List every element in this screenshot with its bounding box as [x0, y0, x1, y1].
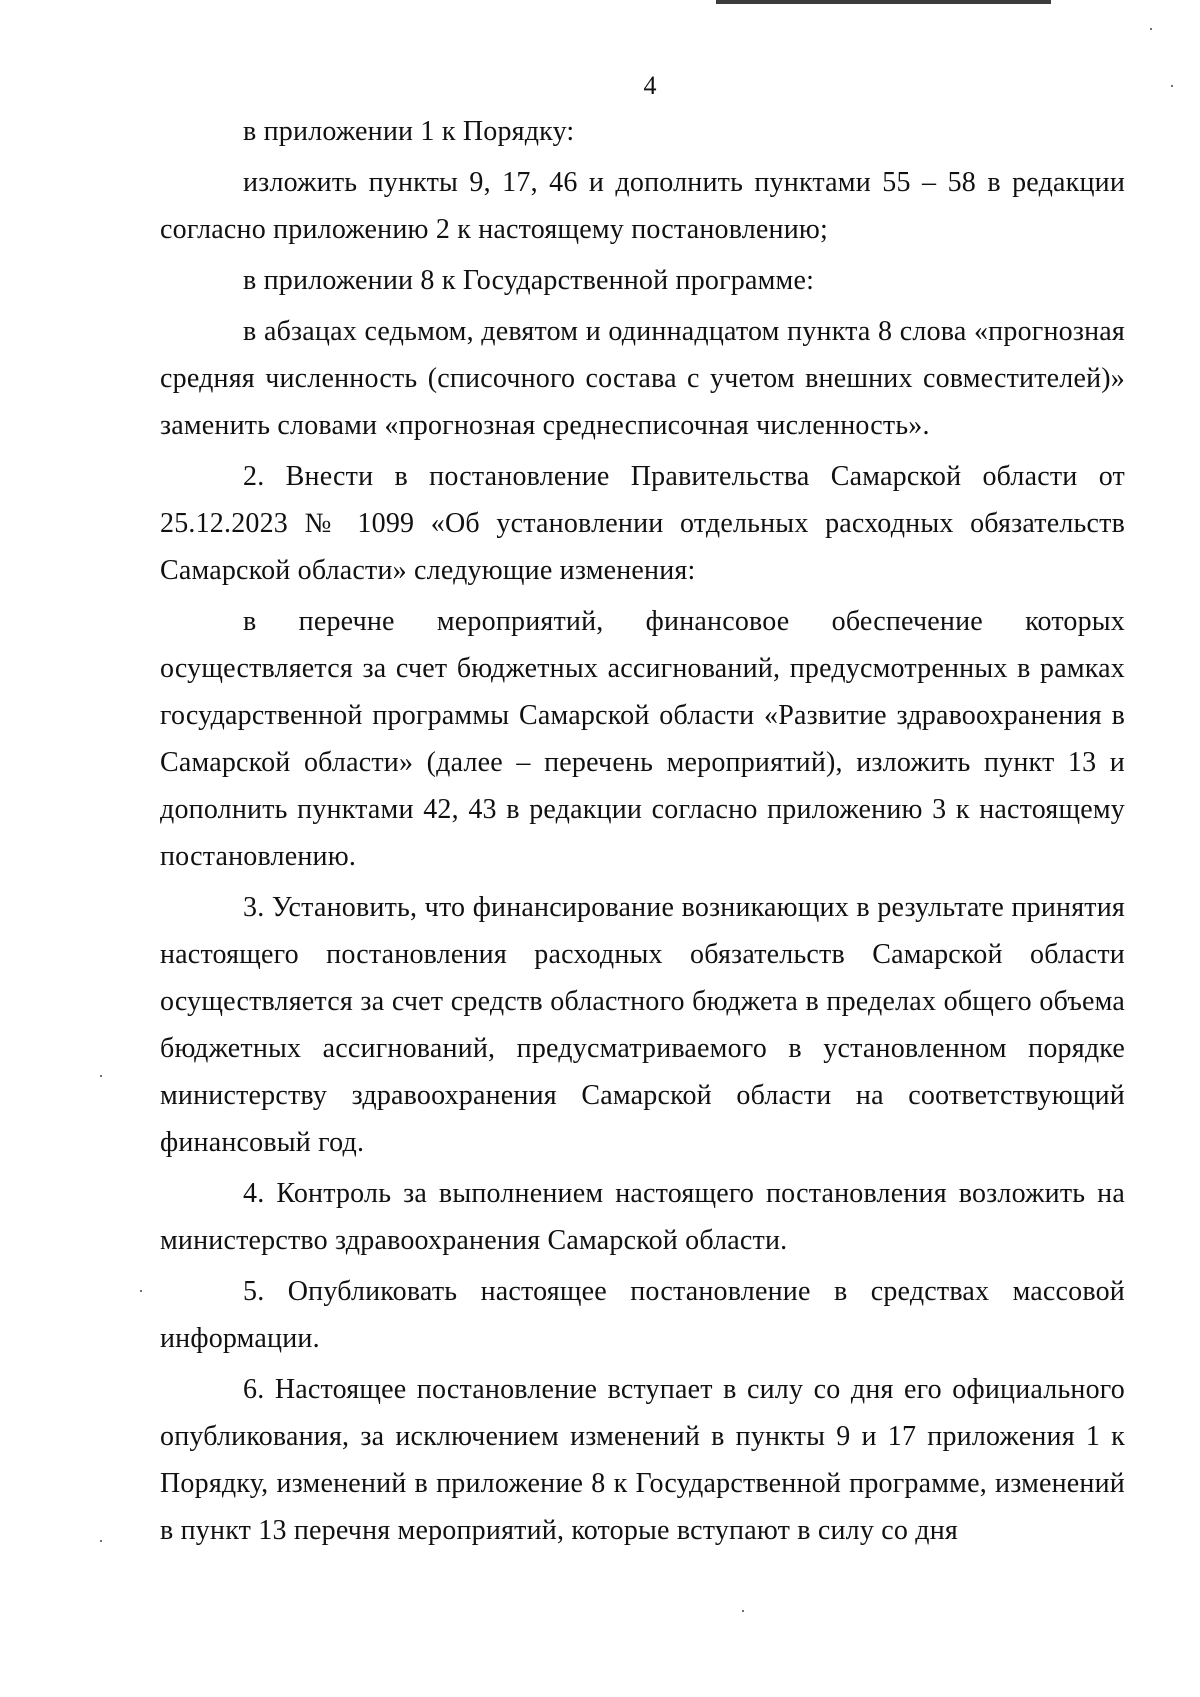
- scan-edge-line: [716, 0, 1051, 4]
- scan-speck: [742, 1610, 744, 1612]
- paragraph-appendix-1: в приложении 1 к Порядку:: [243, 116, 575, 147]
- scan-speck: [140, 1290, 142, 1292]
- paragraph-appendix-8: в приложении 8 к Государственной программе:: [243, 265, 815, 296]
- paragraph-replace-words: в абзацах седьмом, девятом и одиннадцатом пункта 8 слова «прогнозная средняя численность (списочного состава с учетом внешних совместителей)» заменить словами «прогнозная среднесписочная численность».: [160, 316, 1125, 441]
- paragraph-item-6: 6. Настоящее постановление вступает в силу со дня его официального опубликования, за исключением изменений в пункты 9 и 17 приложения 1 к Порядку, изменений в приложение 8 к Государственной программе, изменений в пункт 13 перечня мероприятий, которые вступают в силу со дня: [160, 1374, 1125, 1546]
- page-number: 4: [643, 71, 657, 100]
- scan-speck: [1150, 28, 1152, 30]
- scan-speck: [100, 1075, 102, 1077]
- paragraph-amend-items: изложить пункты 9, 17, 46 и дополнить пунктами 55 – 58 в редакции согласно приложению 2 к настоящему постановлению;: [160, 167, 1125, 245]
- scan-speck: [1171, 85, 1173, 87]
- paragraph-item-5: 5. Опубликовать настоящее постановление в средствах массовой информации.: [160, 1276, 1125, 1354]
- paragraph-item-4: 4. Контроль за выполнением настоящего постановления возложить на министерство здравоохранения Самарской области.: [160, 1178, 1125, 1256]
- paragraph-measures-list: в перечне мероприятий, финансовое обеспечение которых осуществляется за счет бюджетных ассигнований, предусмотренных в рамках государственной программы Самарской области «Развитие здравоохранения в Самарской области» (далее – перечень мероприятий), изложить пункт 13 и дополнить пунктами 42, 43 в редакции согласно приложению 3 к настоящему постановлению.: [160, 606, 1125, 872]
- scan-speck: [100, 1540, 102, 1542]
- paragraph-item-2: 2. Внести в постановление Правительства Самарской области от 25.12.2023 № 1099 «Об установлении отдельных расходных обязательств Самарской области» следующие изменения:: [160, 461, 1125, 586]
- document-body: [160, 108, 1125, 1554]
- paragraph-item-3: 3. Установить, что финансирование возникающих в результате принятия настоящего постановления расходных обязательств Самарской области осуществляется за счет средств областного бюджета в пределах общего объема бюджетных ассигнований, предусматриваемого в установленном порядке министерству здравоохранения Самарской области на соответствующий финансовый год.: [160, 892, 1125, 1158]
